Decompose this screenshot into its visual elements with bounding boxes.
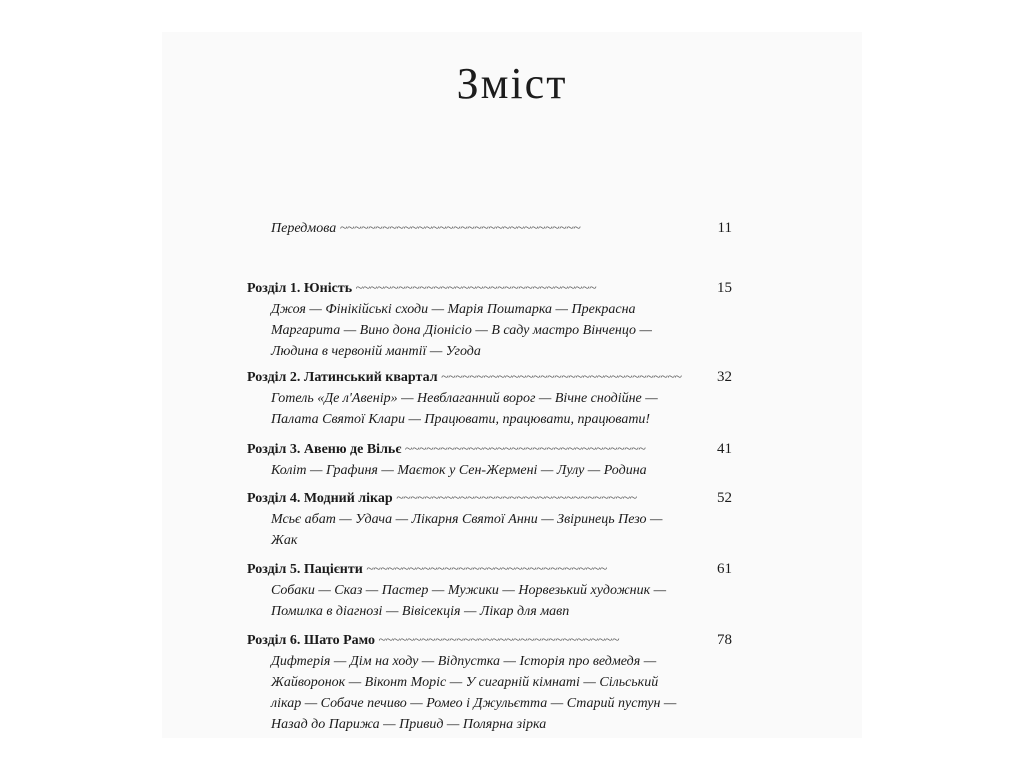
chapter-subtopics: Жак	[271, 533, 298, 548]
page-number: 15	[717, 280, 732, 296]
toc-entry-chapter-1	[162, 278, 862, 299]
chapter-title: Розділ 2. Латинський квартал	[247, 370, 438, 385]
toc-entry-preface	[162, 218, 862, 239]
chapter-subtopics: Палата Святої Клари — Працювати, працювати, працювати!	[271, 412, 651, 427]
chapter-heading	[247, 439, 645, 460]
chapter-heading	[247, 278, 596, 299]
chapter-subtopics: Людина в червоній мантії — Угода	[271, 344, 481, 359]
toc-entry-label	[271, 218, 580, 239]
toc-entry-chapter-4	[162, 488, 862, 509]
preface-label: Передмова	[271, 221, 337, 236]
chapter-heading	[247, 488, 637, 509]
page-number: 32	[717, 369, 732, 385]
page-number: 78	[717, 632, 732, 648]
page-title: Зміст	[456, 59, 568, 108]
dot-leader: ~~~~~~~~~~~~~~~~~~~~~~~~~~~~~~~~~~	[355, 281, 597, 296]
page-number: 41	[717, 441, 732, 457]
dot-leader: ~~~~~~~~~~~~~~~~~~~~~~~~~~~~~~~~~~	[441, 370, 682, 385]
chapter-title: Розділ 5. Пацієнти	[247, 562, 363, 577]
chapter-title: Розділ 4. Модний лікар	[247, 491, 393, 506]
chapter-subtopics: Готель «Де л'Авенір» — Невблаганний ворог — Вічне снодійне —	[271, 391, 658, 406]
toc-entry-chapter-3	[162, 439, 862, 460]
chapter-title: Розділ 3. Авеню де Вільє	[247, 442, 402, 457]
chapter-title: Розділ 1. Юність	[247, 281, 353, 296]
chapter-subtopics: Собаки — Сказ — Пастер — Мужики — Норвезький художник —	[271, 583, 667, 598]
chapter-subtopics: Жайворонок — Віконт Моріс — У сигарній кімнаті — Сільський	[271, 675, 659, 690]
chapter-heading	[247, 630, 619, 651]
chapter-subtopics: Джоя — Фінікійські сходи — Марія Поштарка — Прекрасна	[271, 302, 636, 317]
book-page	[162, 32, 862, 738]
page-number: 61	[717, 561, 732, 577]
chapter-subtopics: лікар — Собаче печиво — Ромео і Джульєтта — Старий пустун —	[271, 696, 677, 711]
chapter-title: Розділ 6. Шато Рамо	[247, 633, 376, 648]
page-number: 11	[717, 220, 732, 236]
toc-entry-chapter-2	[162, 367, 862, 388]
chapter-subtopics: Мсьє абат — Удача — Лікарня Святої Анни — Звіринець Пезо —	[271, 512, 663, 527]
dot-leader: ~~~~~~~~~~~~~~~~~~~~~~~~~~~~~~~~~~	[404, 442, 646, 457]
toc-entry-chapter-6	[162, 630, 862, 651]
dot-leader: ~~~~~~~~~~~~~~~~~~~~~~~~~~~~~~~~~~	[366, 562, 607, 577]
chapter-heading	[247, 367, 682, 388]
toc-entry-chapter-5	[162, 559, 862, 580]
chapter-subtopics: Колiт — Графиня — Маєток у Сен-Жермені — Лулу — Родина	[271, 463, 647, 478]
chapter-subtopics: Маргарита — Вино дона Діонісіо — В саду мастро Вінченцо —	[271, 323, 652, 338]
chapter-subtopics: Помилка в діагнозі — Вівісекція — Лікар для мавп	[271, 604, 570, 619]
page-number: 52	[717, 490, 732, 506]
dot-leader: ~~~~~~~~~~~~~~~~~~~~~~~~~~~~~~~~~~	[339, 221, 581, 236]
dot-leader: ~~~~~~~~~~~~~~~~~~~~~~~~~~~~~~~~~~	[378, 633, 620, 648]
chapter-subtopics: Дифтерія — Дім на ходу — Відпустка — Історія про ведмедя —	[271, 654, 657, 669]
chapter-subtopics: Назад до Парижа — Привид — Полярна зірка	[271, 717, 547, 732]
chapter-heading	[247, 559, 607, 580]
dot-leader: ~~~~~~~~~~~~~~~~~~~~~~~~~~~~~~~~~~	[396, 491, 637, 506]
